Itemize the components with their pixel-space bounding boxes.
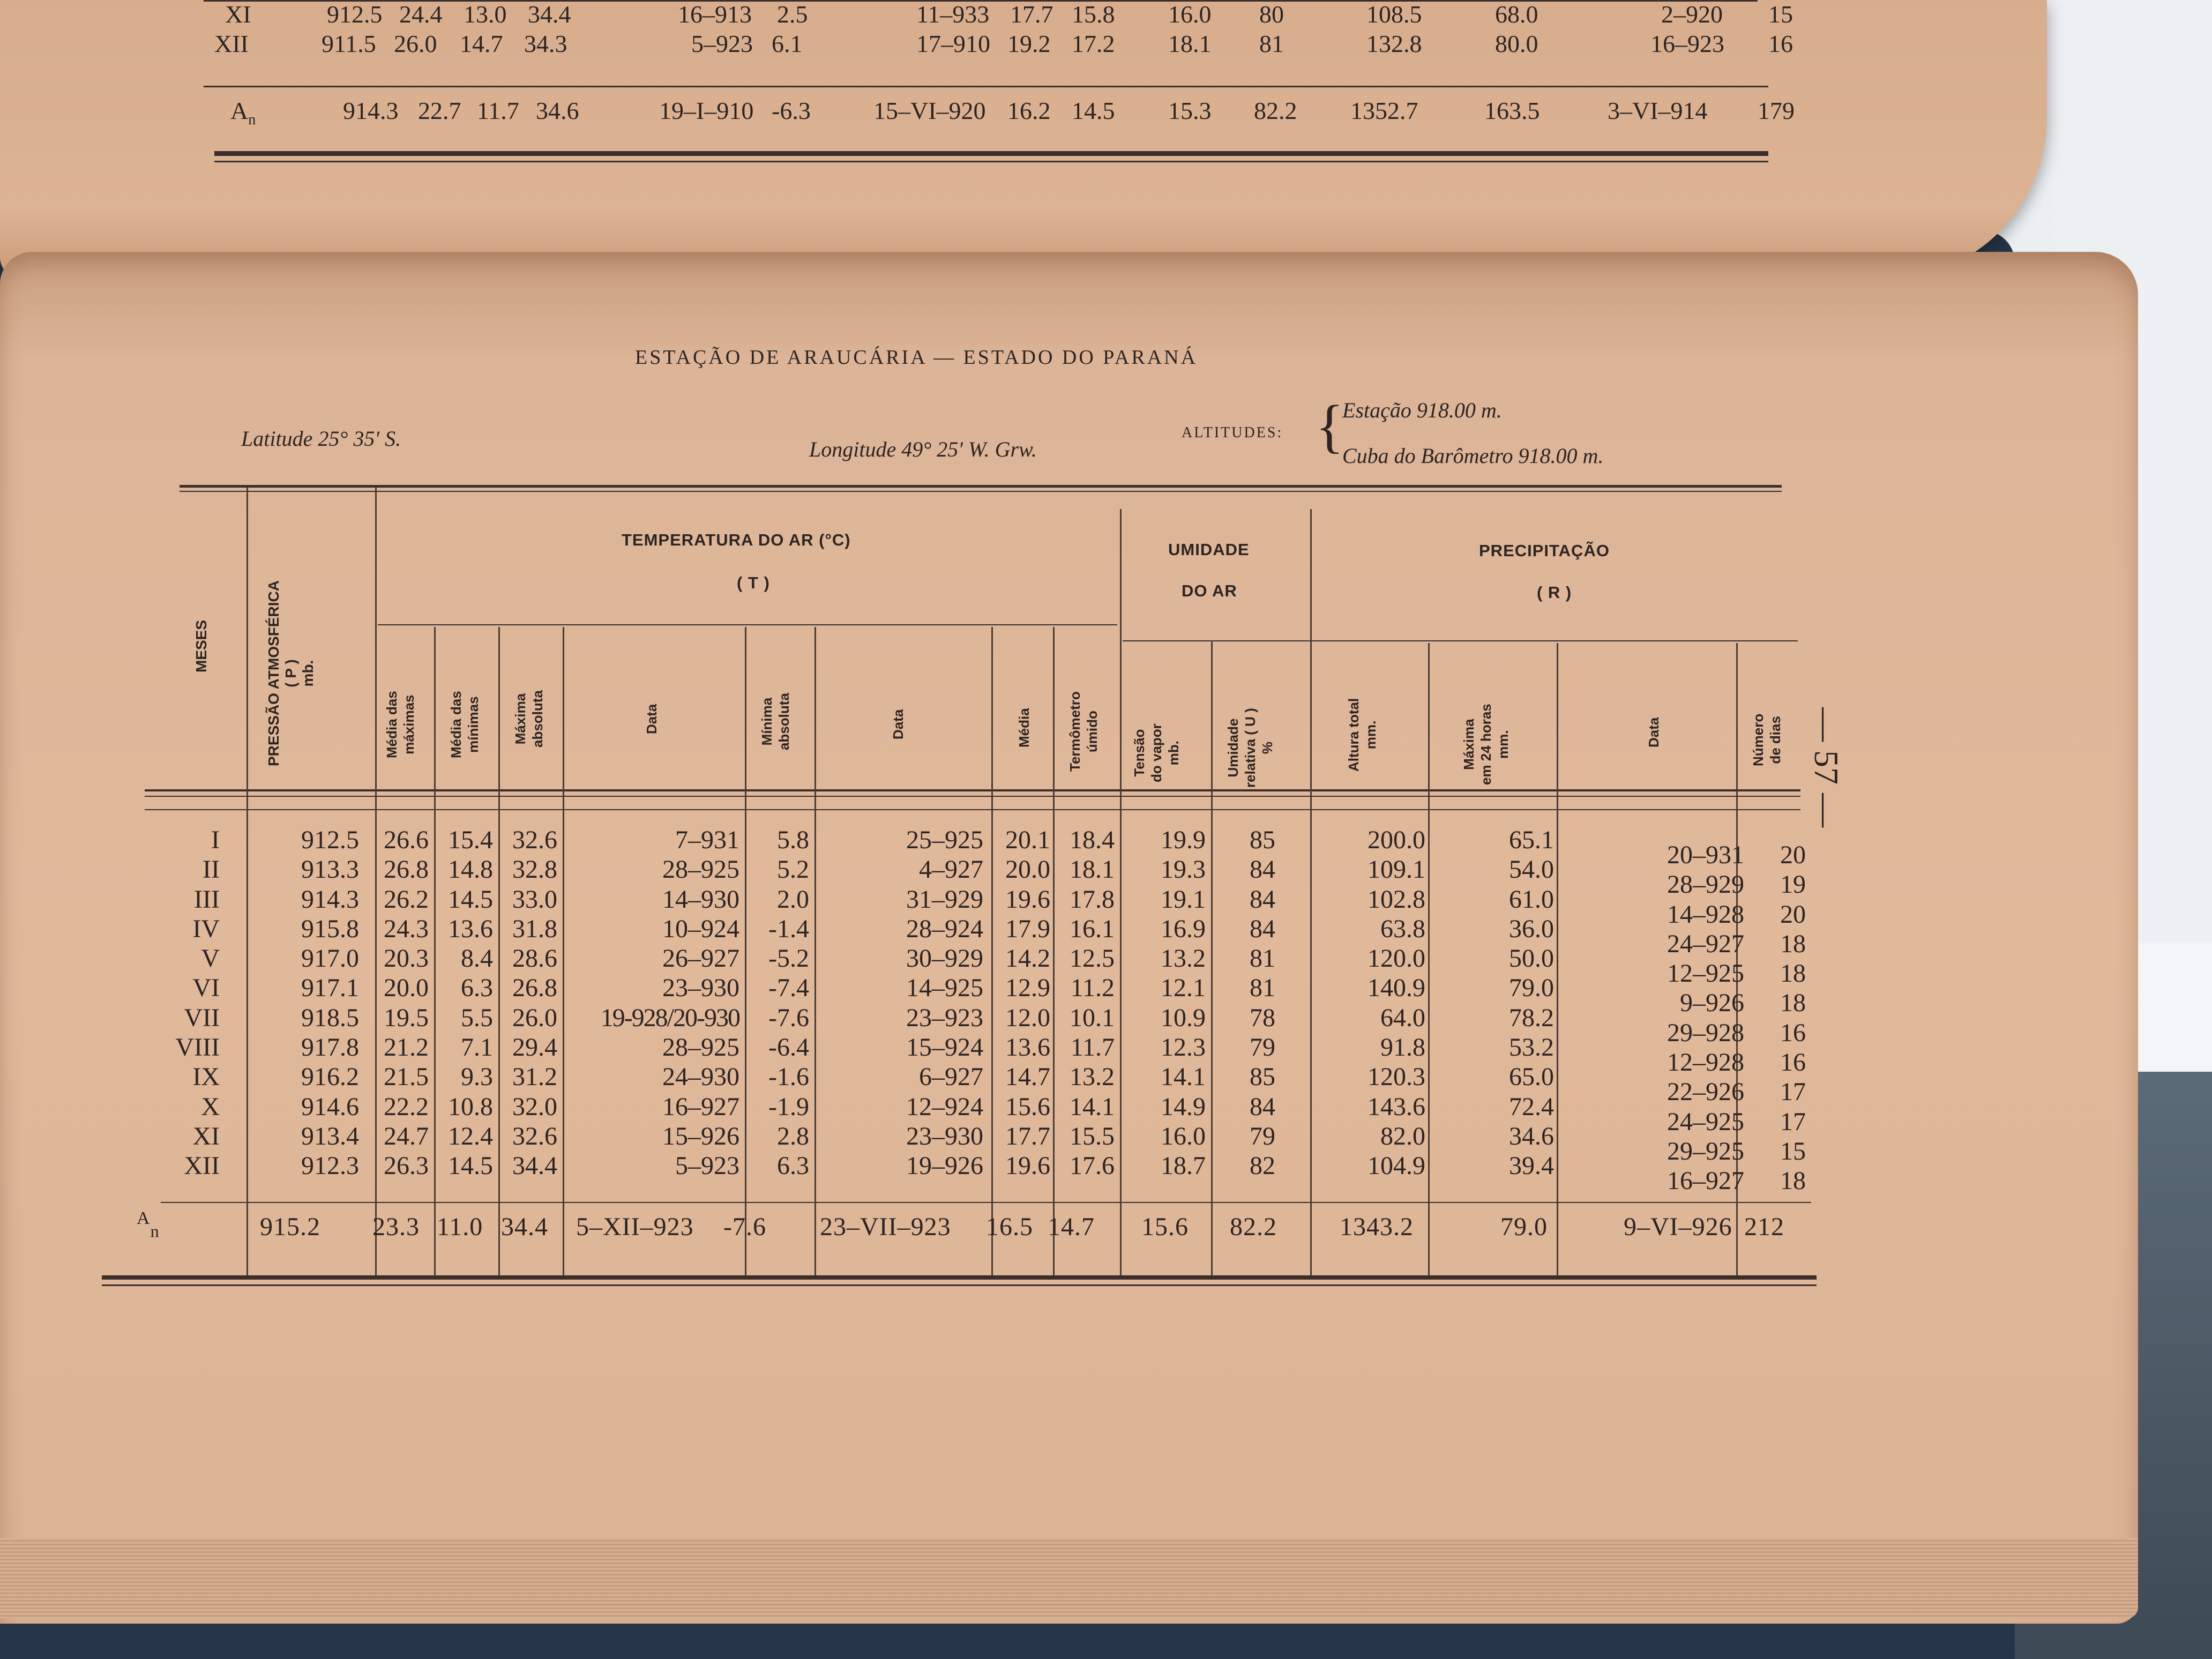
mean-min-cell: 9.3	[461, 1063, 493, 1092]
month-cell: IX	[192, 1063, 220, 1092]
wet-bulb-cell: 18.4	[1070, 826, 1115, 854]
abs-max-date-cell: 15–926	[662, 1122, 739, 1150]
annual-rel-humidity: 82.2	[1230, 1213, 1277, 1241]
mean-max-cell: 26.2	[384, 885, 429, 914]
abs-max-cell: 34.4	[512, 1152, 557, 1180]
mean-min-cell: 13.6	[448, 914, 493, 943]
rel-humidity-cell: 84	[1250, 885, 1275, 914]
precip-max24-cell: 54.0	[1509, 855, 1554, 884]
temp-symbol: ( T )	[737, 573, 770, 592]
abs-min-cell: -5.2	[768, 944, 809, 973]
annual-precip-total: 1343.2	[1340, 1213, 1414, 1241]
column-mean-min	[423, 825, 493, 1181]
header-numero-dias: Número de dias	[1750, 713, 1783, 766]
rel-humidity-cell: 81	[1250, 944, 1275, 973]
mean-max-cell: 24.7	[384, 1122, 429, 1150]
precip-days-cell: 18	[1780, 929, 1806, 958]
abs-max-cell: 31.2	[512, 1063, 557, 1092]
altitude-station: Estação 918.00 m.	[1342, 398, 1502, 422]
header-meses: MESES	[193, 619, 210, 672]
abs-min-cell: 6.3	[777, 1152, 809, 1180]
mean-max-cell: 24.3	[384, 914, 429, 943]
wet-bulb-cell: 17.6	[1070, 1152, 1115, 1180]
mean-cell: 17.9	[1005, 914, 1050, 943]
column-rel-humidity	[1211, 825, 1275, 1181]
annual-mean-max: 23.3	[372, 1213, 420, 1241]
abs-max-date-cell: 16–927	[662, 1092, 739, 1121]
annual-abs-min: -7.6	[723, 1213, 766, 1241]
abs-min-date-cell: 12–924	[906, 1092, 983, 1121]
mean-min-cell: 6.3	[461, 974, 493, 1003]
page-title: ESTAÇÃO DE ARAUCÁRIA — ESTADO DO PARANÁ	[635, 346, 1198, 369]
temp-group-header: TEMPERATURA DO AR (°C)	[622, 530, 851, 549]
rel-humidity-cell: 82	[1250, 1152, 1275, 1180]
precip-total-cell: 109.1	[1367, 855, 1425, 884]
rel-humidity-cell: 79	[1250, 1122, 1275, 1150]
rel-humidity-cell: 84	[1250, 914, 1275, 943]
precip-group-header: PRECIPITAÇÃO	[1479, 541, 1610, 560]
mean-min-cell: 10.8	[448, 1092, 493, 1121]
abs-min-cell: -7.6	[768, 1003, 809, 1032]
annual-precip-days: 212	[1744, 1213, 1784, 1241]
abs-max-cell: 26.0	[512, 1003, 557, 1032]
pressure-cell: 917.1	[301, 974, 359, 1003]
column-precip-date	[1557, 840, 1744, 1196]
abs-max-cell: 32.0	[512, 1092, 557, 1121]
rel-humidity-cell: 79	[1250, 1033, 1275, 1062]
page-number: — 57 —	[1807, 707, 1845, 827]
abs-min-date-cell: 30–929	[906, 944, 983, 973]
abs-min-cell: 5.2	[777, 855, 809, 884]
mean-cell: 20.0	[1005, 855, 1050, 884]
mean-max-cell: 21.2	[384, 1033, 429, 1062]
abs-min-date-cell: 6–927	[919, 1063, 983, 1092]
mean-min-cell: 15.4	[448, 826, 493, 854]
pressure-cell: 913.4	[301, 1122, 359, 1150]
precip-date-cell: 20–931	[1667, 841, 1744, 869]
precip-max24-cell: 39.4	[1509, 1152, 1554, 1180]
abs-min-date-cell: 31–929	[906, 885, 983, 914]
month-cell: V	[201, 944, 220, 973]
precip-total-cell: 104.9	[1367, 1152, 1425, 1180]
mean-min-cell: 14.5	[448, 885, 493, 914]
rel-humidity-cell: 81	[1250, 974, 1275, 1003]
abs-min-cell: -6.4	[768, 1033, 809, 1062]
precip-days-cell: 17	[1780, 1078, 1806, 1107]
page-edges	[0, 1538, 2138, 1618]
header-maxima-24h: Máxima em 24 horas mm.	[1461, 704, 1511, 785]
header-umidade-relativa: Umidade relativa ( U ) %	[1225, 708, 1275, 788]
month-cell: X	[201, 1092, 220, 1121]
wet-bulb-cell: 11.2	[1070, 974, 1115, 1003]
mean-max-cell: 20.3	[384, 944, 429, 973]
month-cell: IV	[192, 914, 220, 943]
column-months	[139, 825, 220, 1181]
abs-max-date-cell: 23–930	[662, 974, 739, 1003]
vapor-cell: 16.0	[1161, 1122, 1206, 1150]
pressure-cell: 915.8	[301, 914, 359, 943]
abs-min-cell: -1.9	[768, 1092, 809, 1121]
altitude-barometer: Cuba do Barômetro 918.00 m.	[1342, 444, 1604, 468]
abs-min-date-cell: 28–924	[906, 914, 983, 943]
abs-max-cell: 33.0	[512, 885, 557, 914]
month-cell: I	[211, 826, 220, 854]
abs-min-date-cell: 25–925	[906, 826, 983, 854]
column-precip-total	[1313, 825, 1425, 1181]
column-wet-bulb	[1045, 825, 1115, 1181]
header-maxima-absoluta: Máxima absoluta	[512, 690, 545, 748]
annual-label: $^A_n$	[137, 1208, 160, 1241]
precip-total-cell: 120.0	[1367, 944, 1425, 973]
abs-min-cell: -1.6	[768, 1063, 809, 1092]
precip-max24-cell: 53.2	[1509, 1033, 1554, 1062]
abs-min-date-cell: 19–926	[906, 1152, 983, 1180]
rel-humidity-cell: 85	[1250, 1063, 1275, 1092]
annual-mean: 16.5	[986, 1213, 1033, 1241]
abs-min-date-cell: 15–924	[906, 1033, 983, 1062]
vapor-cell: 10.9	[1161, 1003, 1206, 1032]
column-precip-max24	[1431, 825, 1554, 1181]
column-mean-max	[359, 825, 429, 1181]
pressure-cell: 912.5	[301, 826, 359, 854]
mean-cell: 15.6	[1005, 1092, 1050, 1121]
pressure-cell: 914.6	[301, 1092, 359, 1121]
precip-days-cell: 15	[1780, 1137, 1806, 1165]
wet-bulb-cell: 12.5	[1070, 944, 1115, 973]
precip-symbol: ( R )	[1537, 583, 1572, 602]
annual-wet-bulb: 14.7	[1048, 1213, 1095, 1241]
month-cell: XI	[192, 1122, 220, 1150]
precip-days-cell: 20	[1780, 841, 1806, 869]
vapor-cell: 14.1	[1161, 1063, 1206, 1092]
mean-cell: 19.6	[1005, 1152, 1050, 1180]
column-abs-max-date	[547, 825, 739, 1181]
wet-bulb-cell: 16.1	[1070, 914, 1115, 943]
altitudes-label: ALTITUDES:	[1182, 424, 1283, 441]
abs-min-cell: 5.8	[777, 826, 809, 854]
mean-min-cell: 8.4	[461, 944, 493, 973]
mean-max-cell: 19.5	[384, 1003, 429, 1032]
column-abs-min	[739, 825, 809, 1181]
abs-min-cell: -1.4	[768, 914, 809, 943]
precip-days-cell: 17	[1780, 1107, 1806, 1136]
pressure-cell: 914.3	[301, 885, 359, 914]
precip-total-cell: 82.0	[1380, 1122, 1425, 1150]
header-media-maximas: Média das máximas	[384, 691, 417, 758]
rel-humidity-cell: 85	[1250, 826, 1275, 854]
humidity-group-header-2: DO AR	[1182, 581, 1237, 600]
annual-vapor: 15.6	[1141, 1213, 1189, 1241]
mean-min-cell: 7.1	[461, 1033, 493, 1062]
wet-bulb-cell: 13.2	[1070, 1063, 1115, 1092]
abs-max-cell: 28.6	[512, 944, 557, 973]
header-altura-total: Altura total mm.	[1346, 698, 1379, 772]
precip-max24-cell: 65.0	[1509, 1063, 1554, 1092]
abs-max-date-cell: 7–931	[675, 826, 739, 854]
precip-total-cell: 143.6	[1367, 1092, 1425, 1121]
precip-date-cell: 12–928	[1667, 1048, 1744, 1077]
month-cell: VIII	[175, 1033, 220, 1062]
header-tensao-vapor: Tensão do vapor mb.	[1131, 723, 1182, 782]
abs-min-cell: 2.8	[777, 1122, 809, 1150]
pressure-cell: 913.3	[301, 855, 359, 884]
column-precip-days	[1736, 840, 1806, 1196]
precip-date-cell: 29–925	[1667, 1137, 1744, 1165]
precip-total-cell: 64.0	[1380, 1003, 1425, 1032]
abs-min-cell: 2.0	[777, 885, 809, 914]
mean-cell: 20.1	[1005, 826, 1050, 854]
vapor-cell: 12.3	[1161, 1033, 1206, 1062]
precip-days-cell: 20	[1780, 900, 1806, 929]
vapor-cell: 19.9	[1161, 826, 1206, 854]
annual-abs-min-date: 23–VII–923	[820, 1213, 951, 1241]
precip-days-cell: 18	[1780, 989, 1806, 1018]
abs-max-date-cell: 10–924	[662, 914, 739, 943]
abs-min-date-cell: 23–930	[906, 1122, 983, 1150]
wet-bulb-cell: 18.1	[1070, 855, 1115, 884]
abs-max-date-cell: 24–930	[662, 1063, 739, 1092]
abs-max-cell: 32.6	[512, 1122, 557, 1150]
mean-max-cell: 26.3	[384, 1152, 429, 1180]
abs-min-date-cell: 14–925	[906, 974, 983, 1003]
header-termometro-umido: Termômetro úmido	[1067, 691, 1100, 772]
previous-page: XI 912.5 24.4 13.0 34.4 16–913 2.5 11–933 17.7 15.8 16.0 80 108.5 68.0 2–920 15 XII 911.5 26.0 14.7 34.3 5–923 6.1 17–910 19.2 17.2 18.1 81 132.8 80.0 16–923 16 $A_n$ 914.3 22.7 11.7 34.6 19–I–910 -6.3 15–VI–920 16.2 14.5 15.3 82.2 1352.7 163.5 3–VI–914 179	[0, 0, 2047, 279]
mean-max-cell: 22.2	[384, 1092, 429, 1121]
precip-total-cell: 200.0	[1367, 826, 1425, 854]
month-cell: III	[194, 885, 220, 914]
abs-max-date-cell: 26–927	[662, 944, 739, 973]
abs-max-date-cell: 14–930	[662, 885, 739, 914]
annual-abs-max-date: 5–XII–923	[576, 1213, 694, 1241]
precip-date-cell: 22–926	[1667, 1078, 1744, 1107]
month-cell: XII	[184, 1152, 220, 1180]
precip-date-cell: 9–926	[1680, 989, 1744, 1018]
mean-min-cell: 14.8	[448, 855, 493, 884]
month-cell: II	[203, 855, 220, 884]
pressure-cell: 918.5	[301, 1003, 359, 1032]
abs-max-cell: 31.8	[512, 914, 557, 943]
mean-cell: 19.6	[1005, 885, 1050, 914]
vapor-cell: 13.2	[1161, 944, 1206, 973]
abs-max-date-cell: 19-928/20-930	[600, 1003, 739, 1032]
mean-min-cell: 12.4	[448, 1122, 493, 1150]
mean-max-cell: 20.0	[384, 974, 429, 1003]
wet-bulb-cell: 14.1	[1070, 1092, 1115, 1121]
vapor-cell: 16.9	[1161, 914, 1206, 943]
vapor-cell: 14.9	[1161, 1092, 1206, 1121]
mean-max-cell: 26.6	[384, 826, 429, 854]
rel-humidity-cell: 84	[1250, 1092, 1275, 1121]
precip-days-cell: 19	[1780, 870, 1806, 899]
precip-max24-cell: 61.0	[1509, 885, 1554, 914]
table-top-rule	[180, 485, 1782, 488]
abs-max-cell: 32.8	[512, 855, 557, 884]
precip-max24-cell: 36.0	[1509, 914, 1554, 943]
precip-max24-cell: 34.6	[1509, 1122, 1554, 1150]
mean-min-cell: 14.5	[448, 1152, 493, 1180]
wet-bulb-cell: 10.1	[1070, 1003, 1115, 1032]
abs-max-cell: 29.4	[512, 1033, 557, 1062]
annual-mean-min: 11.0	[437, 1213, 483, 1241]
mean-max-cell: 21.5	[384, 1063, 429, 1092]
precip-date-cell: 24–927	[1667, 929, 1744, 958]
precip-max24-cell: 79.0	[1509, 974, 1554, 1003]
precip-total-cell: 91.8	[1380, 1033, 1425, 1062]
mean-cell: 14.2	[1005, 944, 1050, 973]
mean-max-cell: 26.8	[384, 855, 429, 884]
wet-bulb-cell: 15.5	[1070, 1122, 1115, 1150]
altitudes-brace: {	[1316, 393, 1344, 459]
header-data-3: Data	[1646, 717, 1662, 748]
precip-max24-cell: 72.4	[1509, 1092, 1554, 1121]
header-data-2: Data	[890, 709, 906, 739]
precip-date-cell: 12–925	[1667, 959, 1744, 988]
precip-max24-cell: 50.0	[1509, 944, 1554, 973]
precip-max24-cell: 65.1	[1509, 826, 1554, 854]
rel-humidity-cell: 84	[1250, 855, 1275, 884]
vapor-cell: 19.1	[1161, 885, 1206, 914]
column-pressure	[246, 825, 359, 1181]
precip-total-cell: 63.8	[1380, 914, 1425, 943]
longitude-label: Longitude 49° 25′ W. Grw.	[809, 437, 1037, 461]
vapor-cell: 19.3	[1161, 855, 1206, 884]
precip-days-cell: 18	[1780, 1167, 1806, 1195]
abs-max-date-cell: 5–923	[675, 1152, 739, 1180]
header-minima-absoluta: Mínima absoluta	[759, 693, 792, 750]
header-data-1: Data	[644, 704, 660, 734]
pressure-cell: 912.3	[301, 1152, 359, 1180]
annual-abs-max: 34.4	[501, 1213, 548, 1241]
header-pressao: PRESSÃO ATMOSFÉRICA ( P ) mb.	[265, 580, 316, 766]
header-bottom-rule	[145, 789, 1800, 791]
precip-date-cell: 24–925	[1667, 1107, 1744, 1136]
precip-max24-cell: 78.2	[1509, 1003, 1554, 1032]
table-bottom-rule	[102, 1275, 1817, 1280]
precip-date-cell: 28–929	[1667, 870, 1744, 899]
abs-min-cell: -7.4	[768, 974, 809, 1003]
pressure-cell: 916.2	[301, 1063, 359, 1092]
abs-min-date-cell: 4–927	[919, 855, 983, 884]
precip-days-cell: 18	[1780, 959, 1806, 988]
precip-total-cell: 120.3	[1367, 1063, 1425, 1092]
header-media-minimas: Média das mínimas	[448, 691, 481, 758]
pressure-cell: 917.8	[301, 1033, 359, 1062]
column-vapor	[1120, 825, 1206, 1181]
wet-bulb-cell: 17.8	[1070, 885, 1115, 914]
rel-humidity-cell: 78	[1250, 1003, 1275, 1032]
annual-precip-date: 9–VI–926	[1624, 1213, 1732, 1241]
pressure-cell: 917.0	[301, 944, 359, 973]
annual-precip-max24: 79.0	[1500, 1213, 1548, 1241]
precip-days-cell: 16	[1780, 1048, 1806, 1077]
abs-max-date-cell: 28–925	[662, 1033, 739, 1062]
mean-cell: 17.7	[1005, 1122, 1050, 1150]
precip-date-cell: 16–927	[1667, 1167, 1744, 1195]
month-cell: VII	[184, 1003, 220, 1032]
mean-cell: 13.6	[1005, 1033, 1050, 1062]
column-mean	[981, 825, 1050, 1181]
abs-min-date-cell: 23–923	[906, 1003, 983, 1032]
abs-max-cell: 32.6	[512, 826, 557, 854]
mean-cell: 14.7	[1005, 1063, 1050, 1092]
month-cell: VI	[192, 974, 220, 1003]
vapor-cell: 18.7	[1161, 1152, 1206, 1180]
column-abs-min-date	[814, 825, 983, 1181]
precip-total-cell: 102.8	[1367, 885, 1425, 914]
abs-max-date-cell: 28–925	[662, 855, 739, 884]
mean-cell: 12.9	[1005, 974, 1050, 1003]
humidity-group-header-1: UMIDADE	[1168, 540, 1250, 559]
mean-min-cell: 5.5	[461, 1003, 493, 1032]
precip-date-cell: 14–928	[1667, 900, 1744, 929]
precip-date-cell: 29–928	[1667, 1018, 1744, 1047]
precip-total-cell: 140.9	[1367, 974, 1425, 1003]
mean-cell: 12.0	[1005, 1003, 1050, 1032]
wet-bulb-cell: 11.7	[1070, 1033, 1115, 1062]
precip-days-cell: 16	[1780, 1018, 1806, 1047]
abs-max-cell: 26.8	[512, 974, 557, 1003]
header-media: Média	[1016, 708, 1032, 748]
vapor-cell: 12.1	[1161, 974, 1206, 1003]
latitude-label: Latitude 25° 35′ S.	[241, 427, 401, 451]
annual-pressure: 915.2	[260, 1213, 320, 1241]
